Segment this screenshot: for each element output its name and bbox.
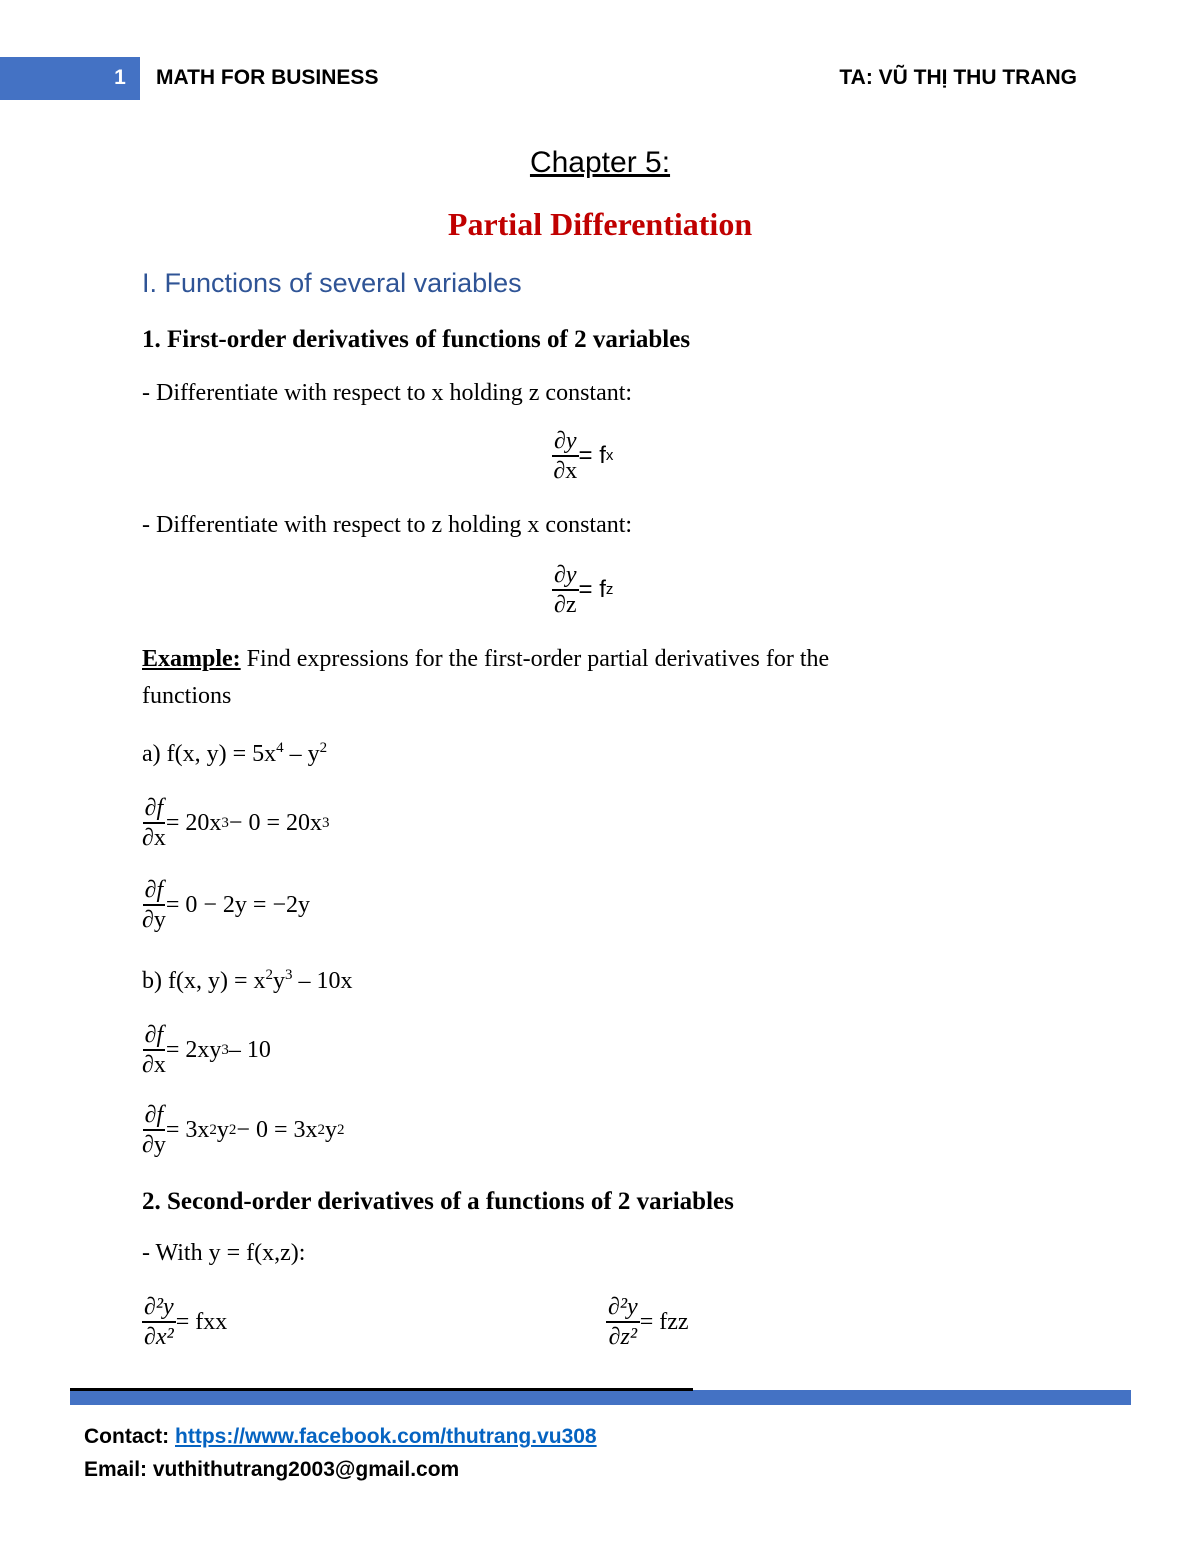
fraction [142, 795, 166, 852]
fraction-numerator: ∂f [143, 1102, 166, 1131]
fraction [552, 428, 579, 485]
function-text: – 10x [292, 968, 353, 994]
part-b-dfdx: $\frac{\partial f}{\partial x}$ = 2xy 3 – 10 [142, 1022, 271, 1079]
page-title: Partial Differentiation [447, 206, 753, 242]
fraction [606, 1294, 640, 1351]
footer-divider-dark [70, 1388, 693, 1391]
fraction-denominator: ∂x² [144, 1324, 174, 1351]
fraction [142, 1022, 166, 1079]
fraction-numerator: ∂y [552, 428, 579, 457]
fraction [552, 562, 579, 619]
fraction-numerator: ∂²y [606, 1294, 640, 1323]
formula-rhs: − 0 = 20x [228, 809, 322, 836]
fraction [142, 877, 166, 934]
fraction-numerator: ∂f [143, 1022, 166, 1051]
part-a-function [142, 741, 327, 768]
fraction-denominator: ∂y [142, 1132, 166, 1159]
with-line: - With y = f(x,z): [142, 1240, 306, 1266]
fraction-denominator: ∂x [553, 458, 578, 485]
part-b-function [142, 968, 353, 995]
example-paragraph [142, 646, 829, 673]
contact-label: Contact: [84, 1425, 175, 1448]
part-a-dfdy [142, 877, 310, 934]
formula-rhs: – 10 [228, 1036, 271, 1063]
ta-name: TA: VŨ THỊ THU TRANG [839, 66, 1077, 89]
chapter-title: Chapter 5: [529, 146, 671, 179]
formula-fzz [606, 1294, 689, 1351]
exponent: 3 [285, 967, 293, 983]
text-line-x: - Differentiate with respect to x holding z constant: [142, 380, 633, 406]
formula-rhs: − 0 = 3x [236, 1116, 318, 1143]
formula-rhs: = f [578, 442, 606, 470]
subsection-heading-1: 1. First-order derivatives of functions of 2 variables [142, 326, 691, 353]
formula-rhs: = 0 − 2y = −2y [165, 891, 310, 918]
formula-rhs: y [324, 1116, 337, 1143]
function-text: a) f(x, y) = 5x [142, 741, 277, 767]
email-label: Email: [84, 1458, 153, 1481]
part-b-dfdy: $\frac{\partial f}{\partial y}$ = 3x 2 y 2 − 0 = 3x 2 y 2 [142, 1102, 345, 1159]
text-line-z: - Differentiate with respect to z holding x constant: [142, 512, 633, 538]
formula-rhs: = 20x [165, 809, 222, 836]
function-text: – y [283, 741, 320, 767]
formula-rhs: = f [578, 576, 606, 604]
course-title: MATH FOR BUSINESS [156, 66, 379, 89]
fraction [142, 1294, 176, 1351]
formula-rhs: = fzz [639, 1308, 689, 1335]
email-address: vuthithutrang2003@gmail.com [152, 1458, 460, 1481]
formula-rhs: = 3x [165, 1116, 210, 1143]
formula-rhs: y [216, 1116, 229, 1143]
fraction-denominator: ∂x [142, 1052, 166, 1079]
subsection-heading-2: 2. Second-order derivatives of a functions of 2 variables [142, 1188, 734, 1215]
formula-fxx [142, 1294, 227, 1351]
fraction-denominator: ∂y [142, 907, 166, 934]
fraction-numerator: ∂f [143, 795, 166, 824]
example-text: Find expressions for the first-order partial derivatives for the [240, 646, 830, 672]
formula-fx: $\frac{\partial y}{\partial x}$ = f x [553, 428, 614, 485]
footer-email [84, 1458, 459, 1482]
formula-rhs: = 2xy [165, 1036, 222, 1063]
fraction-numerator: ∂f [143, 877, 166, 906]
section-heading: I. Functions of several variables [142, 268, 522, 298]
fraction-numerator: ∂²y [142, 1294, 176, 1323]
example-label: Example: [142, 646, 241, 672]
fraction-denominator: ∂x [142, 825, 166, 852]
formula-rhs: = fxx [175, 1308, 228, 1335]
function-text: y [273, 968, 286, 994]
footer-divider [70, 1390, 1131, 1405]
exponent: 2 [319, 740, 328, 756]
fraction-denominator: ∂z² [608, 1324, 638, 1351]
fraction [142, 1102, 166, 1159]
fraction-denominator: ∂z [554, 592, 577, 619]
page-number: 1 [114, 66, 126, 89]
contact-link[interactable]: https://www.facebook.com/thutrang.vu308 [175, 1425, 597, 1448]
footer-contact [84, 1425, 597, 1449]
part-a-dfdx: $\frac{\partial f}{\partial x}$ = 20x 3 − 0 = 20x 3 [142, 795, 330, 852]
fraction-numerator: ∂y [552, 562, 579, 591]
function-text: b) f(x, y) = x [142, 968, 266, 994]
example-text-cont: functions [142, 683, 232, 709]
formula-fz: $\frac{\partial y}{\partial z}$ = f z [554, 562, 614, 619]
exponent: 2 [265, 967, 274, 983]
exponent: 4 [276, 740, 284, 756]
